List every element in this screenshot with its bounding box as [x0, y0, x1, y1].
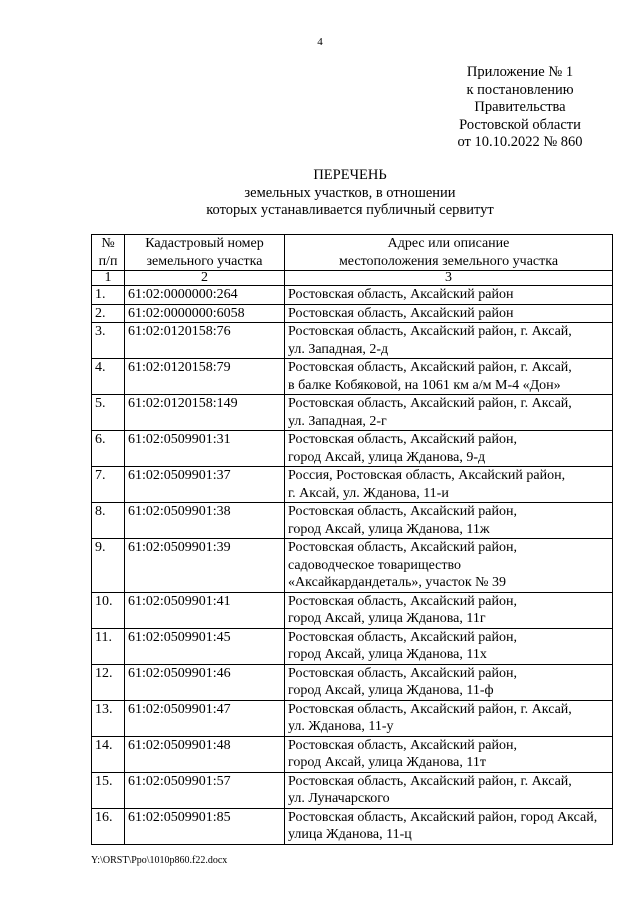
appendix-block	[435, 64, 605, 152]
cadastral-number: 61:02:0509901:57	[125, 772, 285, 808]
appendix-line: Приложение № 1	[466, 64, 574, 80]
table-row	[92, 286, 613, 305]
address-line: г. Аксай, ул. Жданова, 11-и	[288, 485, 449, 501]
row-number: 9.	[92, 539, 125, 593]
address-line: Ростовская область, Аксайский район,	[288, 629, 517, 645]
appendix-line: от 10.10.2022 № 860	[457, 134, 583, 150]
column-number: 1	[92, 271, 125, 286]
address-line: Ростовская область, Аксайский район,	[288, 504, 517, 519]
address-line: Ростовская область, Аксайский район, г. Аксай,	[288, 701, 572, 717]
header-address-line1: Адрес или описание	[387, 236, 510, 251]
cadastral-number: 61:02:0000000:264	[125, 286, 285, 305]
title-line: земельных участков, в отношении	[244, 184, 456, 201]
address-line: Ростовская область, Аксайский район,	[288, 540, 517, 555]
cadastral-number: 61:02:0509901:45	[125, 628, 285, 664]
appendix-line: к постановлению	[466, 81, 574, 98]
table-header-row	[92, 235, 613, 271]
address-line: город Аксай, улица Жданова, 11х	[288, 647, 487, 662]
address-cell	[285, 539, 613, 593]
address-cell	[285, 808, 613, 844]
address-line: город Аксай, улица Жданова, 11-ф	[288, 683, 494, 698]
address-cell	[285, 592, 613, 628]
table-row	[92, 736, 613, 772]
address-line: Ростовская область, Аксайский район, г. Аксай,	[288, 396, 572, 411]
table-row	[92, 395, 613, 431]
address-line: в балке Кобяковой, на 1061 км а/м М-4 «Дон»	[288, 377, 561, 393]
cadastral-number: 61:02:0509901:48	[125, 736, 285, 772]
row-number: 14.	[92, 736, 125, 772]
address-line: Ростовская область, Аксайский район, г. Аксай,	[288, 360, 572, 375]
table-row	[92, 467, 613, 503]
header-cadastral-line1: Кадастровый номер	[145, 236, 264, 251]
address-line: город Аксай, улица Жданова, 11г	[288, 611, 486, 626]
address-cell	[285, 664, 613, 700]
row-number: 8.	[92, 503, 125, 539]
address-cell	[285, 323, 613, 359]
document-title	[0, 167, 640, 220]
row-number: 12.	[92, 664, 125, 700]
table-row	[92, 808, 613, 844]
address-cell	[285, 467, 613, 503]
column-number: 2	[125, 271, 285, 286]
title-heading: ПЕРЕЧЕНЬ	[313, 167, 387, 183]
appendix-line: Ростовской области	[459, 116, 581, 133]
table-row	[92, 431, 613, 467]
cadastral-number: 61:02:0509901:31	[125, 431, 285, 467]
row-number: 4.	[92, 359, 125, 395]
table-row	[92, 323, 613, 359]
address-line: ул. Западная, 2-г	[288, 413, 387, 429]
table-row	[92, 772, 613, 808]
address-line: ул. Луначарского	[288, 791, 390, 806]
address-cell	[285, 628, 613, 664]
address-line: город Аксай, улица Жданова, 11ж	[288, 521, 490, 537]
address-line: Ростовская область, Аксайский район,	[288, 665, 517, 681]
column-number: 3	[285, 271, 613, 286]
column-number-row	[92, 271, 613, 286]
header-address-line2: местоположения земельного участка	[338, 253, 559, 269]
row-number: 13.	[92, 700, 125, 736]
cadastral-number: 61:02:0509901:85	[125, 808, 285, 844]
address-cell	[285, 736, 613, 772]
title-line: которых устанавливается публичный сервитут	[206, 202, 494, 218]
address-cell	[285, 431, 613, 467]
address-line: Ростовская область, Аксайский район,	[288, 593, 517, 609]
header-num-line2: п/п	[98, 253, 118, 269]
table-row	[92, 539, 613, 593]
file-path-footer: Y:\ORST\Ppo\1010p860.f22.docx	[91, 855, 228, 866]
address-line: Ростовская область, Аксайский район	[288, 287, 514, 302]
address-line: Ростовская область, Аксайский район,	[288, 737, 517, 753]
row-number: 1.	[92, 286, 125, 305]
row-number: 6.	[92, 431, 125, 467]
table-row	[92, 503, 613, 539]
cadastral-number: 61:02:0000000:6058	[125, 304, 285, 323]
header-address	[285, 235, 613, 271]
cadastral-number: 61:02:0120158:79	[125, 359, 285, 395]
address-line: Россия, Ростовская область, Аксайский район,	[288, 468, 566, 483]
parcels-table	[91, 234, 613, 845]
cadastral-number: 61:02:0120158:149	[125, 395, 285, 431]
address-line: ул. Западная, 2-д	[288, 341, 389, 357]
table-row	[92, 359, 613, 395]
address-cell	[285, 304, 613, 323]
cadastral-number: 61:02:0120158:76	[125, 323, 285, 359]
address-line: Ростовская область, Аксайский район,	[288, 432, 517, 447]
header-cadastral-line2: земельного участка	[146, 253, 263, 269]
cadastral-number: 61:02:0509901:39	[125, 539, 285, 593]
address-line: город Аксай, улица Жданова, 11т	[288, 755, 486, 770]
address-cell	[285, 503, 613, 539]
row-number: 10.	[92, 592, 125, 628]
address-cell	[285, 395, 613, 431]
address-line: Ростовская область, Аксайский район, город Аксай,	[288, 809, 598, 825]
address-line: ул. Жданова, 11-у	[288, 719, 394, 734]
row-number: 11.	[92, 628, 125, 664]
row-number: 7.	[92, 467, 125, 503]
table-row	[92, 664, 613, 700]
address-line: Ростовская область, Аксайский район, г. Аксай,	[288, 773, 572, 789]
cadastral-number: 61:02:0509901:38	[125, 503, 285, 539]
cadastral-number: 61:02:0509901:47	[125, 700, 285, 736]
header-num-line1: №	[101, 236, 115, 251]
appendix-line: Правительства	[474, 99, 566, 115]
row-number: 15.	[92, 772, 125, 808]
address-line: город Аксай, улица Жданова, 9-д	[288, 449, 486, 465]
header-num	[92, 235, 125, 271]
address-line: «Аксайкардандеталь», участок № 39	[288, 575, 506, 590]
cadastral-number: 61:02:0509901:37	[125, 467, 285, 503]
address-cell	[285, 700, 613, 736]
row-number: 5.	[92, 395, 125, 431]
table-row	[92, 700, 613, 736]
address-line: садоводческое товарищество	[288, 557, 462, 573]
cadastral-number: 61:02:0509901:41	[125, 592, 285, 628]
table-row	[92, 628, 613, 664]
address-line: улица Жданова, 11-ц	[288, 827, 412, 842]
address-cell	[285, 359, 613, 395]
table-row	[92, 304, 613, 323]
header-cadastral	[125, 235, 285, 271]
table-row	[92, 592, 613, 628]
address-cell	[285, 286, 613, 305]
row-number: 2.	[92, 304, 125, 323]
row-number: 16.	[92, 808, 125, 844]
address-line: Ростовская область, Аксайский район, г. Аксай,	[288, 324, 572, 339]
page-number: 4	[317, 36, 323, 48]
address-line: Ростовская область, Аксайский район	[288, 305, 514, 321]
row-number: 3.	[92, 323, 125, 359]
address-cell	[285, 772, 613, 808]
cadastral-number: 61:02:0509901:46	[125, 664, 285, 700]
